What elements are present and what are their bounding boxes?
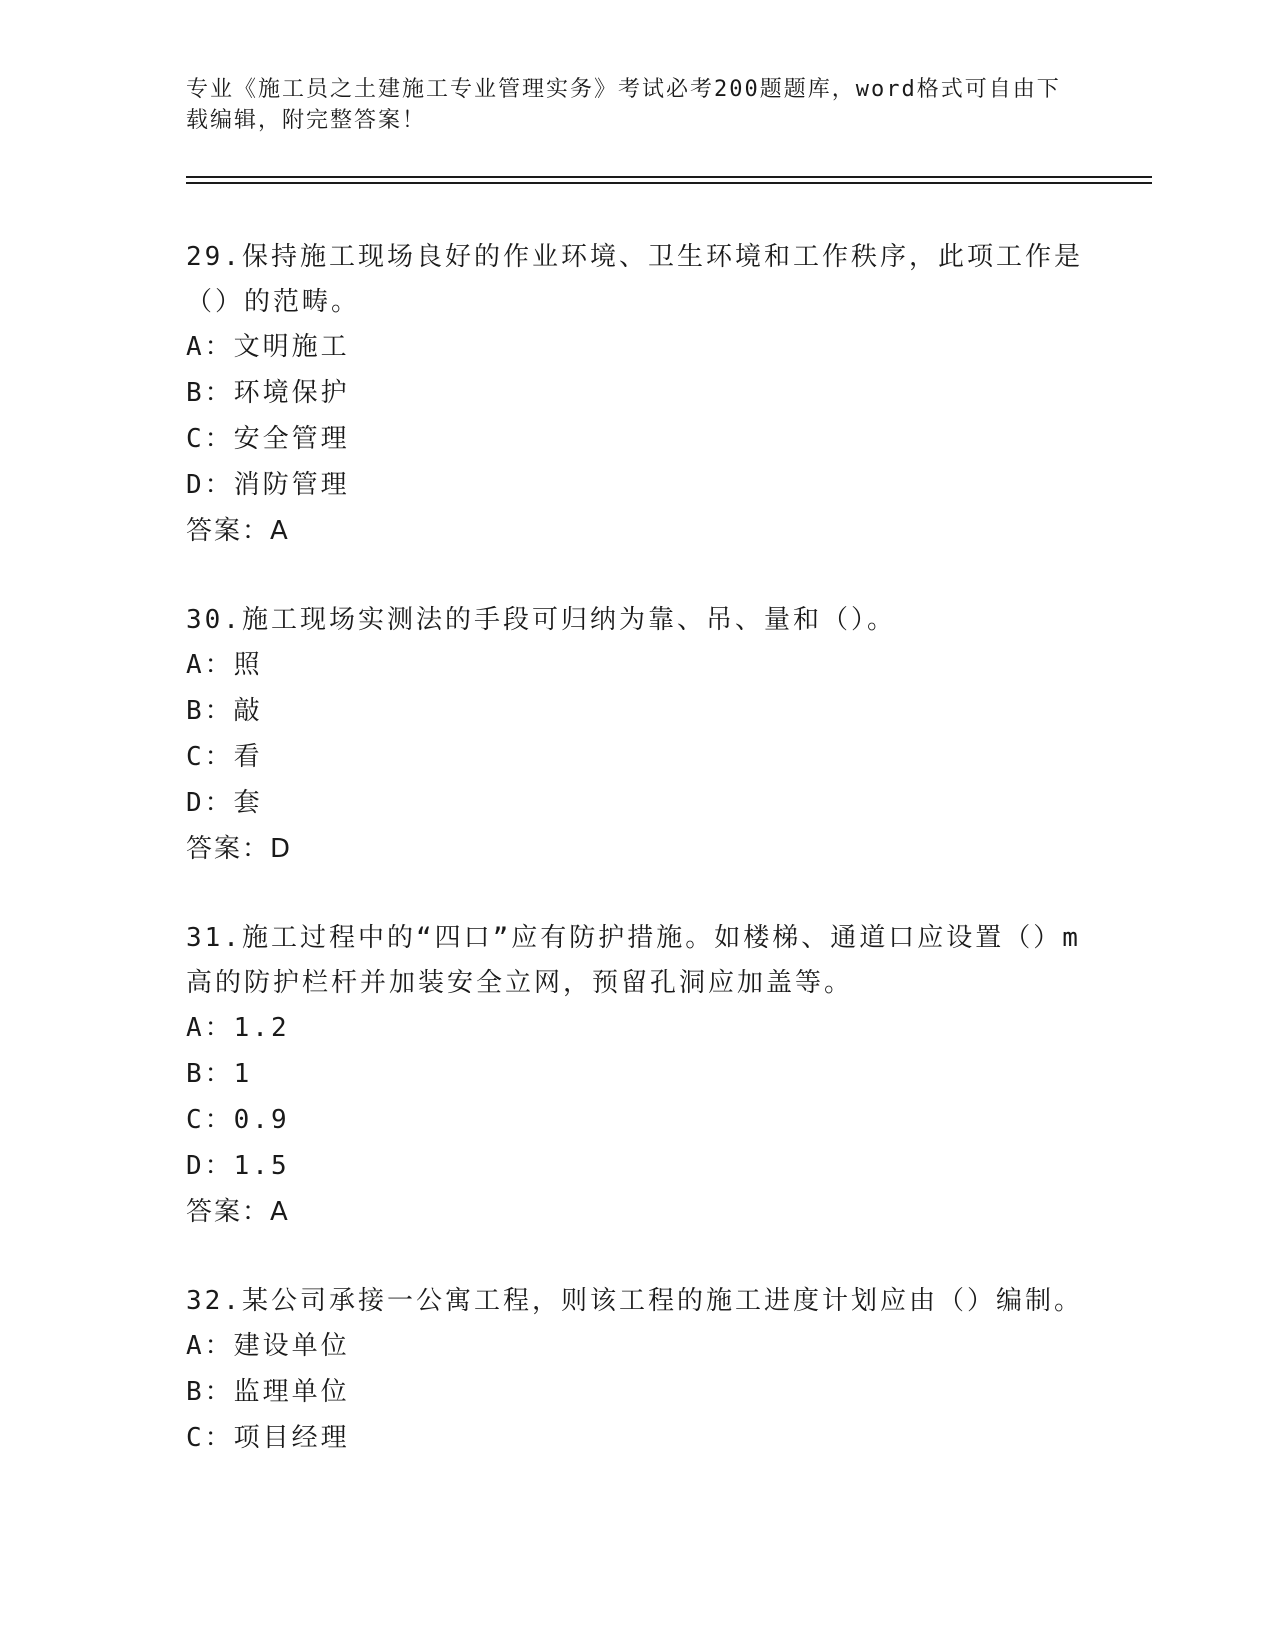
header-divider-bottom bbox=[186, 182, 1152, 184]
option-b: B：1 bbox=[186, 1059, 253, 1089]
option-c: C：项目经理 bbox=[186, 1423, 350, 1453]
option-b: B：监理单位 bbox=[186, 1377, 350, 1407]
document-header-intro: 专业《施工员之土建施工专业管理实务》考试必考200题题库，word格式可自由下载编辑，附完整答案！ bbox=[186, 77, 1061, 133]
answer-line: 答案：A bbox=[186, 1197, 290, 1227]
question-29 bbox=[186, 235, 1086, 555]
option-c: C：0.9 bbox=[186, 1105, 290, 1135]
option-d: D：消防管理 bbox=[186, 470, 350, 500]
option-c: C：看 bbox=[186, 742, 263, 772]
question-30 bbox=[186, 598, 1086, 873]
question-stem: 31.施工过程中的“四口”应有防护措施。如楼梯、通道口应设置（）m高的防护栏杆并加装安全立网，预留孔洞应加盖等。 bbox=[186, 923, 1081, 998]
question-32 bbox=[186, 1279, 1086, 1462]
option-a: A：1.2 bbox=[186, 1013, 290, 1043]
question-stem: 29.保持施工现场良好的作业环境、卫生环境和工作秩序，此项工作是（）的范畴。 bbox=[186, 242, 1083, 317]
answer-line: 答案：A bbox=[186, 516, 290, 546]
option-a: A：文明施工 bbox=[186, 332, 350, 362]
option-c: C：安全管理 bbox=[186, 424, 350, 454]
header-divider-top bbox=[186, 176, 1152, 178]
option-d: D：套 bbox=[186, 788, 263, 818]
option-a: A：建设单位 bbox=[186, 1331, 350, 1361]
option-b: B：敲 bbox=[186, 696, 263, 726]
question-stem: 30.施工现场实测法的手段可归纳为靠、吊、量和（）。 bbox=[186, 605, 896, 635]
question-stem: 32.某公司承接一公寓工程，则该工程的施工进度计划应由（）编制。 bbox=[186, 1286, 1083, 1316]
option-b: B：环境保护 bbox=[186, 378, 350, 408]
answer-line: 答案：D bbox=[186, 834, 293, 864]
option-a: A：照 bbox=[186, 650, 263, 680]
option-d: D：1.5 bbox=[186, 1151, 290, 1181]
question-31 bbox=[186, 916, 1086, 1236]
